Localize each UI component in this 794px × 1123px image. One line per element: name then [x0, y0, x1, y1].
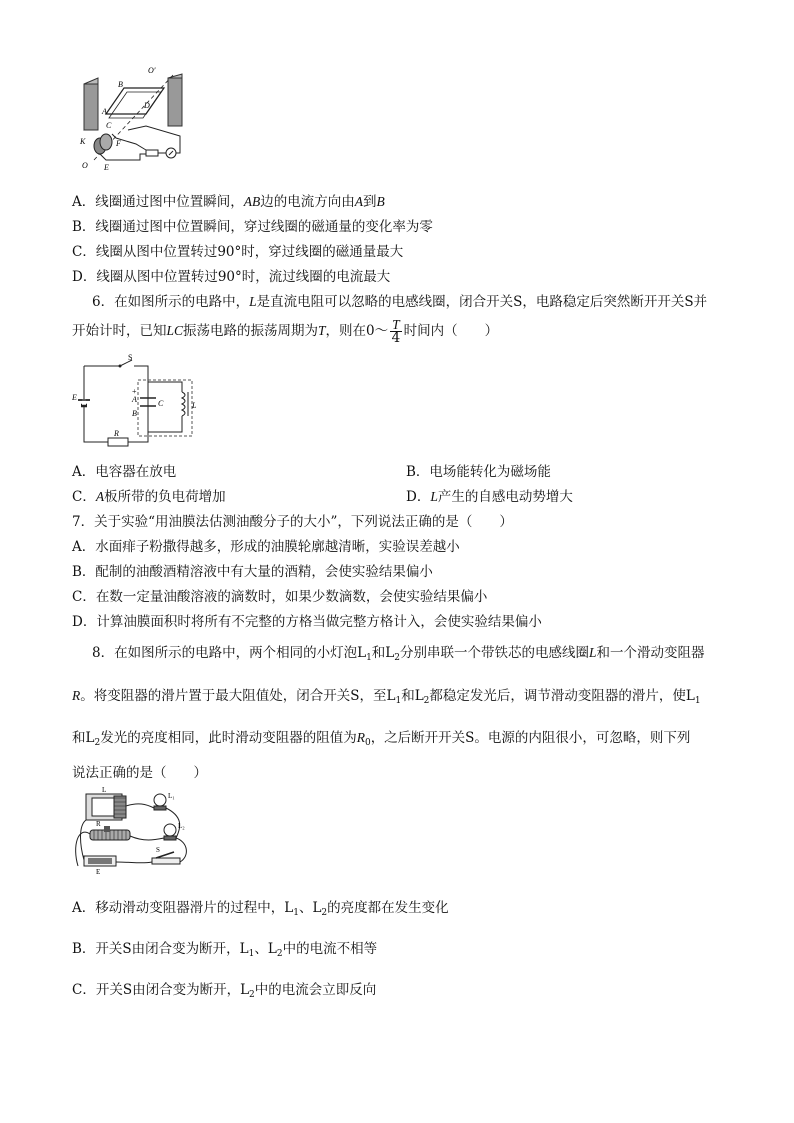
q8-opt-b-pre: B．开关S由闭合变为断开，L — [72, 941, 249, 957]
q8-l2-sub2: 2 — [423, 696, 430, 706]
label-a: A — [102, 107, 107, 116]
q8-opt-b-mid: 、L — [254, 941, 277, 957]
q6-l2-pre: 开始计时，已知 — [72, 323, 167, 339]
q8-stem-line1 — [92, 641, 705, 663]
q6-l1-post: 是直流电阻可以忽略的电感线圈，闭合开关S，电路稳定后突然断开开关S并 — [256, 294, 708, 310]
q6-frac-den: 4 — [391, 330, 401, 346]
q5-option-a-from: A — [354, 194, 363, 209]
q8-stem-line2 — [72, 684, 701, 706]
label-d: D — [144, 101, 150, 110]
label-e: E — [72, 393, 77, 402]
label-f: F — [116, 139, 121, 148]
q6-option-b[interactable]: B．电场能转化为磁场能 — [406, 464, 551, 480]
q8-opt-c-post: 中的电流会立即反向 — [254, 982, 377, 998]
q7-stem: 7．关于实验“用油膜法估测油酸分子的大小”，下列说法正确的是（ ） — [72, 514, 513, 530]
q8-opt-c-sub2: 2 — [249, 990, 255, 1000]
q8-stem-line4: 说法正确的是（ ） — [72, 765, 207, 781]
label-k: K — [80, 137, 86, 146]
q8-l3-c: ，之后断开开关S。电源的内阻很小，可忽略，则下列 — [370, 730, 691, 746]
label-o-prime: O′ — [148, 66, 156, 75]
label-e: E — [96, 868, 101, 876]
q6-l2-T: T — [318, 323, 326, 338]
q8-opt-c-pre: C．开关S由闭合变为断开，L — [72, 982, 250, 998]
q8-l3-sub2: 2 — [94, 738, 101, 748]
q5-option-a-to: B — [376, 194, 385, 209]
q6-option-a[interactable]: A．电容器在放电 — [72, 464, 177, 480]
q5-option-a[interactable] — [72, 190, 385, 210]
q6-l2-post: 时间内（ ） — [403, 323, 499, 339]
q8-opt-a-pre: A．移动滑动变阻器滑片的过程中，L — [72, 900, 294, 916]
q8-l1-sub1: 1 — [366, 653, 372, 663]
q8-opt-b-sub1: 1 — [248, 949, 255, 959]
label-s: S — [156, 846, 160, 854]
q8-option-a[interactable] — [72, 896, 449, 918]
label-r: R — [114, 429, 119, 438]
label-l: L — [102, 786, 107, 794]
q8-opt-a-sub2: 2 — [321, 908, 328, 918]
q6-l1-pre: 6．在如图所示的电路中， — [92, 294, 250, 310]
label-r: R — [96, 820, 101, 828]
q8-l1-L: L — [589, 645, 597, 660]
label-a: A — [132, 395, 137, 404]
label-b: B — [118, 80, 123, 89]
inductor-lamp-circuit-figure — [72, 786, 192, 878]
q8-l3-R: R — [356, 730, 365, 745]
q6-opt-d-post: 产生的自感电动势增大 — [437, 489, 573, 505]
generator-figure — [76, 64, 206, 174]
q6-option-d[interactable] — [406, 485, 573, 505]
q8-opt-b-sub2: 2 — [276, 949, 283, 959]
q8-l1-b: 和L — [371, 645, 395, 661]
label-c: C — [158, 399, 164, 408]
q6-opt-d-var: L — [430, 489, 438, 504]
q7-option-c[interactable]: C．在数一定量油酸溶液的滴数时，如果少数滴数，会使实验结果偏小 — [72, 589, 488, 605]
q6-opt-c-var: A — [95, 489, 105, 504]
q8-l2-R: R — [72, 688, 81, 703]
q7-option-a[interactable]: A．水面痱子粉撒得越多，形成的油膜轮廓越清晰，实验误差越小 — [72, 539, 460, 555]
q8-l2-sub1: 1 — [395, 696, 402, 706]
q5-option-b[interactable]: B．线圈通过图中位置瞬间，穿过线圈的磁通量的变化率为零 — [72, 219, 433, 235]
q8-option-c[interactable] — [72, 978, 376, 1000]
q6-fraction — [390, 318, 402, 345]
q6-l1-L: L — [249, 294, 257, 309]
q8-l1-d: 和一个滑动变阻器 — [596, 645, 705, 661]
label-c: C — [106, 121, 112, 130]
q6-stem-line2 — [72, 318, 498, 345]
q8-option-b[interactable] — [72, 937, 377, 959]
q5-option-c[interactable]: C．线圈从图中位置转过90°时，穿过线圈的磁通量最大 — [72, 244, 404, 260]
q8-opt-a-mid: 、L — [298, 900, 322, 916]
q8-l3-sub0: 0 — [364, 738, 371, 748]
label-l1: L₁ — [168, 792, 175, 800]
q6-l2-mid2: ，则在0～ — [325, 323, 389, 339]
label-b: B — [132, 409, 137, 418]
q8-l3-a: 和L — [72, 730, 95, 746]
q6-stem-line1 — [92, 290, 707, 310]
label-plus: + — [132, 387, 137, 396]
label-s: S — [128, 353, 133, 362]
q8-l2-c: 都稳定发光后，调节滑动变阻器的滑片，使L — [429, 688, 695, 704]
q6-l2-mid: 振荡电路的振荡周期为 — [183, 323, 319, 339]
q8-l3-b: 发光的亮度相同，此时滑动变阻器的阻值为 — [100, 730, 357, 746]
label-e: E — [104, 163, 109, 172]
q8-stem-line3 — [72, 726, 690, 748]
q6-opt-c-pre: C． — [72, 489, 96, 505]
q5-option-a-mid: 边的电流方向由 — [260, 194, 355, 210]
lc-circuit-figure — [72, 352, 202, 452]
q8-l2-a: 。将变阻器的滑片置于最大阻值处，闭合开关S，至L — [80, 688, 396, 704]
q8-opt-a-sub1: 1 — [293, 908, 299, 918]
q6-opt-d-pre: D． — [406, 489, 431, 505]
q8-l2-sub1b: 1 — [694, 696, 701, 706]
q6-option-c[interactable] — [72, 485, 226, 505]
q8-opt-a-post: 的亮度都在发生变化 — [327, 900, 449, 916]
label-o: O — [82, 161, 88, 170]
q5-option-a-to-word: 到 — [363, 194, 377, 210]
q6-l2-LC: LC — [166, 323, 184, 338]
q7-option-d[interactable]: D．计算油膜面积时将所有不完整的方格当做完整方格计入，会使实验结果偏小 — [72, 614, 542, 630]
q8-l1-sub2: 2 — [394, 653, 400, 663]
q8-l1-a: 8．在如图所示的电路中，两个相同的小灯泡L — [92, 645, 367, 661]
q8-opt-b-post: 中的电流不相等 — [282, 941, 378, 957]
label-l2: L₂ — [178, 822, 185, 830]
q5-option-d[interactable]: D．线圈从图中位置转过90°时，流过线圈的电流最大 — [72, 269, 391, 285]
q6-frac-num: T — [392, 317, 400, 332]
q7-option-b[interactable]: B．配制的油酸酒精溶液中有大量的酒精，会使实验结果偏小 — [72, 564, 433, 580]
q5-option-a-letter: A． — [72, 194, 96, 210]
q6-opt-c-post: 板所带的负电荷增加 — [104, 489, 226, 505]
q5-option-a-ab: AB — [243, 194, 261, 209]
q5-option-a-pre: 线圈通过图中位置瞬间， — [95, 194, 244, 210]
q8-l2-b: 和L — [401, 688, 424, 704]
label-l: L — [192, 401, 197, 410]
q8-l1-c: 分别串联一个带铁芯的电感线圈 — [400, 645, 589, 661]
